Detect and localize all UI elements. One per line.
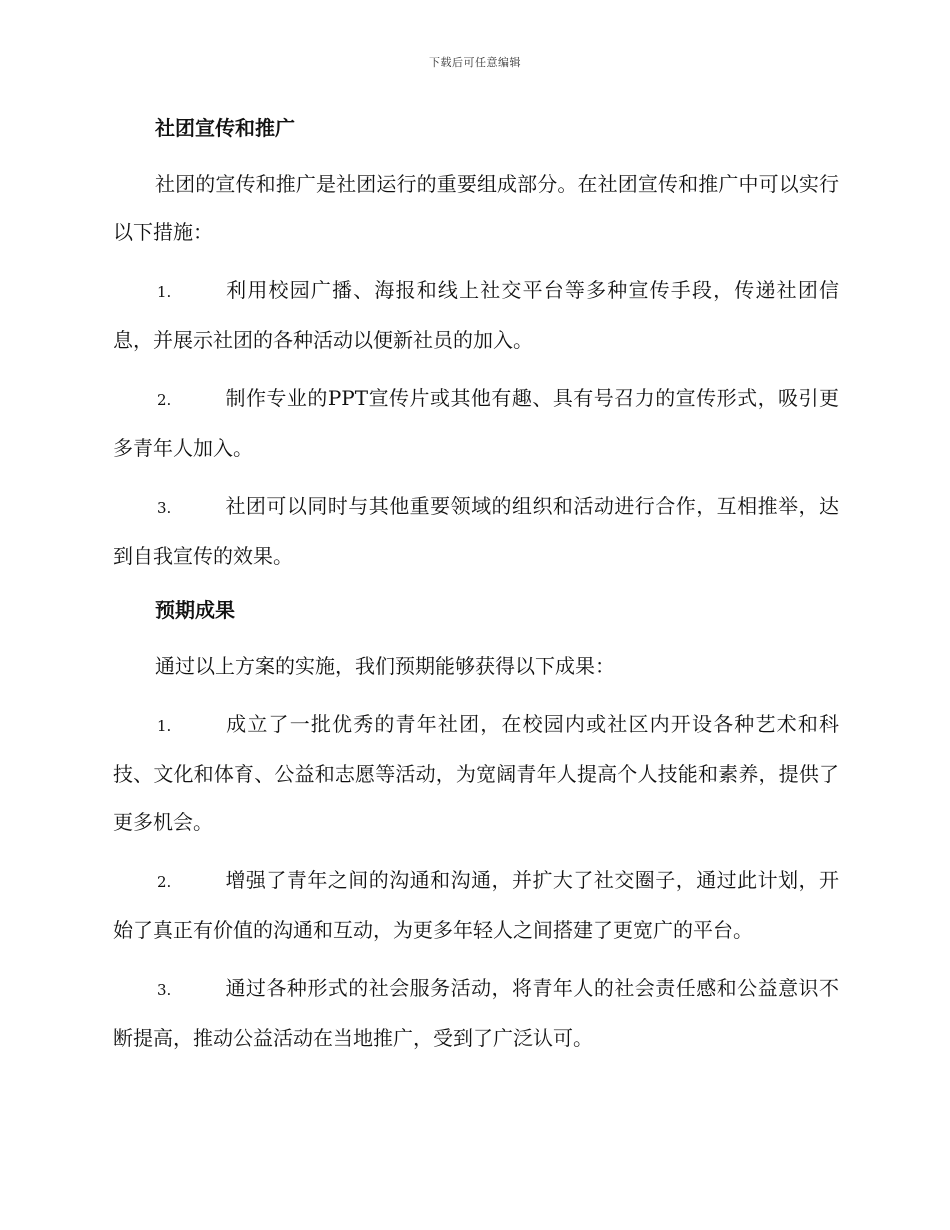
list-item (113, 856, 839, 954)
list-item (113, 700, 839, 846)
list-item-number: 3. (157, 981, 172, 999)
list-item (113, 374, 839, 472)
section-heading-promotion: 社团宣传和推广 (155, 116, 295, 140)
list-item (113, 964, 839, 1062)
list-item-number: 2. (157, 873, 172, 891)
list-item (113, 266, 839, 364)
list-item-text: 通过各种形式的社会服务活动，将青年人的社会责任感和公益意识不断提高，推动公益活动在当地推广，受到了广泛认可。 (113, 976, 839, 1050)
list-item (113, 482, 839, 580)
list-item-number: 2. (157, 391, 172, 409)
list-item-text: 社团可以同时与其他重要领域的组织和活动进行合作，互相推举，达到自我宣传的效果。 (113, 494, 839, 568)
list-item-text: 利用校园广播、海报和线上社交平台等多种宣传手段，传递社团信息，并展示社团的各种活动以便新社员的加入。 (113, 278, 839, 352)
list-item-number: 3. (157, 499, 172, 517)
section-intro-promotion: 社团的宣传和推广是社团运行的重要组成部分。在社团宣传和推广中可以实行以下措施： (113, 172, 839, 244)
list-item-text: 成立了一批优秀的青年社团，在校园内或社区内开设各种艺术和科技、文化和体育、公益和志愿等活动，为宽阔青年人提高个人技能和素养，提供了更多机会。 (113, 712, 839, 834)
section-intro-expected-results: 通过以上方案的实施，我们预期能够获得以下成果： (155, 654, 615, 678)
section-heading-expected-results: 预期成果 (155, 598, 235, 622)
header-note: 下载后可任意编辑 (429, 56, 521, 69)
document-body (113, 104, 839, 1062)
list-item-number: 1. (157, 283, 172, 301)
list-item-text: 增强了青年之间的沟通和沟通，并扩大了社交圈子，通过此计划，开始了真正有价值的沟通和互动，为更多年轻人之间搭建了更宽广的平台。 (113, 868, 839, 942)
list-item-text: 制作专业的PPT宣传片或其他有趣、具有号召力的宣传形式，吸引更多青年人加入。 (113, 386, 839, 460)
list-item-number: 1. (157, 717, 172, 735)
